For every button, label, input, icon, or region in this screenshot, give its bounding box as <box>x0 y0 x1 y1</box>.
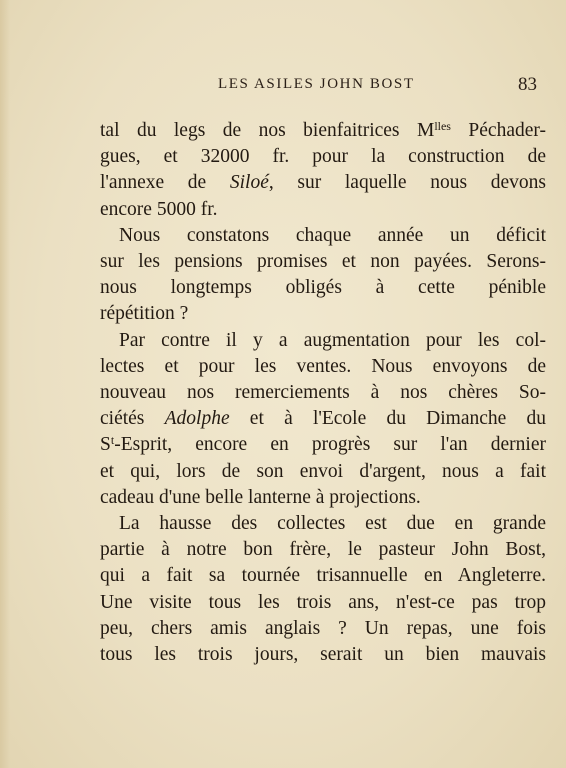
superscript: t <box>110 433 115 448</box>
line-text: tal du legs de nos bienfaitrices M <box>100 120 435 141</box>
text-line: sur les pensions promises et non payées. Serons- <box>100 251 546 273</box>
text-line: encore 5000 fr. <box>100 198 218 220</box>
text-line <box>100 118 546 144</box>
text-line: Une visite tous les trois ans, n'est-ce pas trop <box>100 591 546 613</box>
text-line: nous longtemps obligés à cette pénible <box>100 277 546 299</box>
superscript: lles <box>434 119 451 133</box>
text-line: gues, et 32000 fr. pour la construction de <box>100 146 546 168</box>
italic-text: Siloé <box>229 172 269 194</box>
text-line <box>100 432 546 458</box>
italic-text: Adolphe <box>164 408 230 430</box>
text-line: cadeau d'une belle lanterne à projections. <box>100 486 421 508</box>
line-text: -Esprit, encore en progrès sur l'an dernier <box>114 434 546 456</box>
text-line: La hausse des collectes est due en grande <box>119 513 546 535</box>
line-text: Péchader- <box>450 120 546 141</box>
text-line: qui a fait sa tournée trisannuelle en Angleterre. <box>100 565 546 587</box>
line-text: S <box>100 434 111 456</box>
text-line: répétition ? <box>100 303 189 325</box>
text-line: peu, chers amis anglais ? Un repas, une fois <box>100 617 546 639</box>
text-line: tous les trois jours, serait un bien mauvais <box>100 644 546 666</box>
line-text: ciétés <box>100 408 165 430</box>
line-text: , sur laquelle nous devons <box>268 172 546 194</box>
text-line: partie à notre bon frère, le pasteur John Bost, <box>100 539 546 561</box>
page-edge-shadow <box>0 0 10 768</box>
text-line <box>100 170 546 196</box>
text-line: nouveau nos remerciements à nos chères So- <box>100 382 546 404</box>
text-line: et qui, lors de son envoi d'argent, nous a fait <box>100 460 546 482</box>
running-head <box>0 74 566 98</box>
line-text: l'annexe de <box>100 172 230 194</box>
body-text <box>100 118 546 668</box>
line-text: et à l'Ecole du Dimanche du <box>229 408 547 430</box>
running-title: LES ASILES JOHN BOST <box>218 76 415 92</box>
text-line: Par contre il y a augmentation pour les col- <box>119 329 546 351</box>
text-line <box>100 406 546 432</box>
page-number: 83 <box>518 74 537 95</box>
text-line: Nous constatons chaque année un déficit <box>119 224 546 246</box>
text-line: lectes et pour les ventes. Nous envoyons de <box>100 355 546 377</box>
